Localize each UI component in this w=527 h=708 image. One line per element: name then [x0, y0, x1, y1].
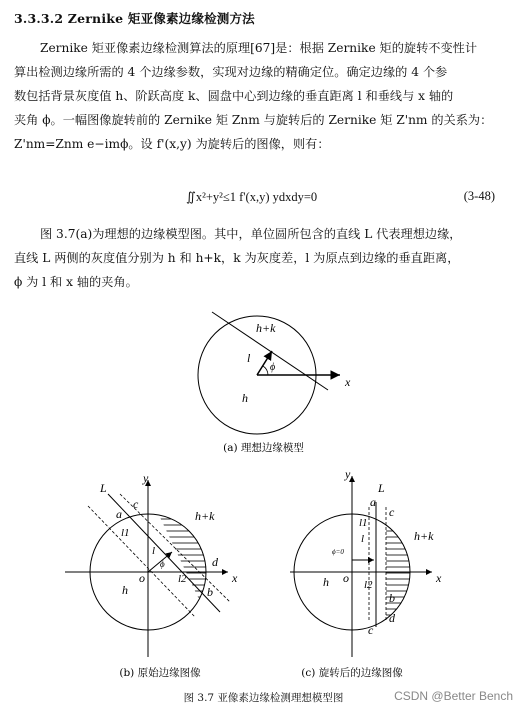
equation-formula: ∬x²+y²≤1 f'(x,y) ydxdy=0 [186, 190, 318, 204]
fig-a-label-l: l [247, 351, 251, 365]
figure-b-original-edge [0, 462, 270, 687]
fig-c-label-d: d [389, 611, 395, 625]
fig-c-label-h: h [323, 575, 329, 589]
fig-b-label-l2: l2 [178, 573, 187, 585]
fig-c-label-hk: h+k [414, 529, 434, 543]
equation-number: (3-48) [463, 189, 495, 203]
fig-b-label-h: h [122, 583, 128, 597]
fig-b-label-x: x [232, 571, 238, 585]
para2-line2: 直线 L 两侧的灰度值分别为 h 和 h+k，k 为灰度差，l 为原点到边缘的垂直距离， [14, 251, 460, 265]
paragraph-1 [14, 36, 514, 156]
fig-a-label-hk: h+k [256, 321, 276, 335]
figure-caption: 图 3.7 亚像素边缘检测理想模型图 [183, 692, 344, 704]
fig-a-label-h: h [242, 391, 248, 405]
fig-b-label-hk: h+k [195, 509, 215, 523]
fig-c-label-c-bottom: c [368, 623, 374, 637]
fig-b-label-l: l [152, 545, 156, 557]
fig-b-label-d: d [212, 555, 218, 569]
para1-line5: Z'nm=Znm e−imϕ。设 f'(x,y) 为旋转后的图像，则有： [14, 137, 330, 151]
fig-b-label-b: b [207, 585, 213, 599]
watermark: CSDN @Better Bench [394, 689, 513, 703]
fig-b-label-l1: l1 [121, 527, 130, 539]
para1-line2: 算出检测边缘所需的 4 个边缘参数，实现对边缘的精确定位。确定边缘的 4 个参 [14, 65, 448, 79]
fig-a-label-x: x [345, 375, 351, 389]
para1-line1: Zernike 矩亚像素边缘检测算法的原理[67]是：根据 Zernike 矩的旋转不变性计 [40, 41, 478, 55]
fig-c-label-o: o [343, 571, 349, 585]
section-heading: 3.3.3.2 Zernike 矩亚像素边缘检测方法 [14, 11, 255, 26]
fig-b-label-y: y [143, 471, 149, 485]
fig-c-label-l2: l2 [364, 579, 373, 591]
fig-b-label-L: L [100, 481, 107, 495]
fig-c-label-a: a [370, 495, 376, 509]
fig-b-label-c: c [133, 497, 139, 511]
fig-b-caption: (b) 原始边缘图像 [119, 667, 201, 679]
fig-a-label-phi: ϕ [270, 362, 276, 373]
fig-c-label-y: y [345, 467, 351, 481]
fig-c-caption: (c) 旋转后的边缘图像 [301, 667, 403, 679]
fig-b-label-o: o [139, 571, 145, 585]
para2-line3: ϕ 为 l 和 x 轴的夹角。 [14, 275, 138, 289]
para1-line4: 夹角 ϕ。一幅图像旋转前的 Zernike 矩 Znm 与旋转后的 Zernike 矩 Z'nm 的关系为： [14, 113, 493, 127]
fig-a-caption: (a) 理想边缘模型 [223, 442, 304, 454]
para1-line3: 数包括背景灰度值 h、阶跃高度 k、圆盘中心到边缘的垂直距离 l 和垂线与 x 轴的 [14, 89, 454, 103]
paragraph-2 [14, 222, 514, 294]
fig-c-label-phi0: ϕ=0 [332, 548, 344, 556]
fig-b-label-phi: ϕ [160, 559, 165, 569]
fig-c-label-b: b [389, 591, 395, 605]
fig-c-label-x: x [436, 571, 442, 585]
fig-a-phi-arc [263, 366, 268, 375]
fig-c-label-l: l [361, 533, 365, 545]
fig-c-label-L: L [378, 481, 385, 495]
fig-b-label-a: a [116, 507, 122, 521]
fig-c-label-l1: l1 [359, 517, 368, 529]
fig-c-label-c-top: c [389, 505, 395, 519]
figure-a-ideal-edge-model [0, 300, 527, 460]
figure-c-rotated-edge [270, 462, 527, 687]
para2-line1: 图 3.7(a)为理想的边缘模型图。其中，单位圆所包含的直线 L 代表理想边缘， [40, 227, 462, 241]
